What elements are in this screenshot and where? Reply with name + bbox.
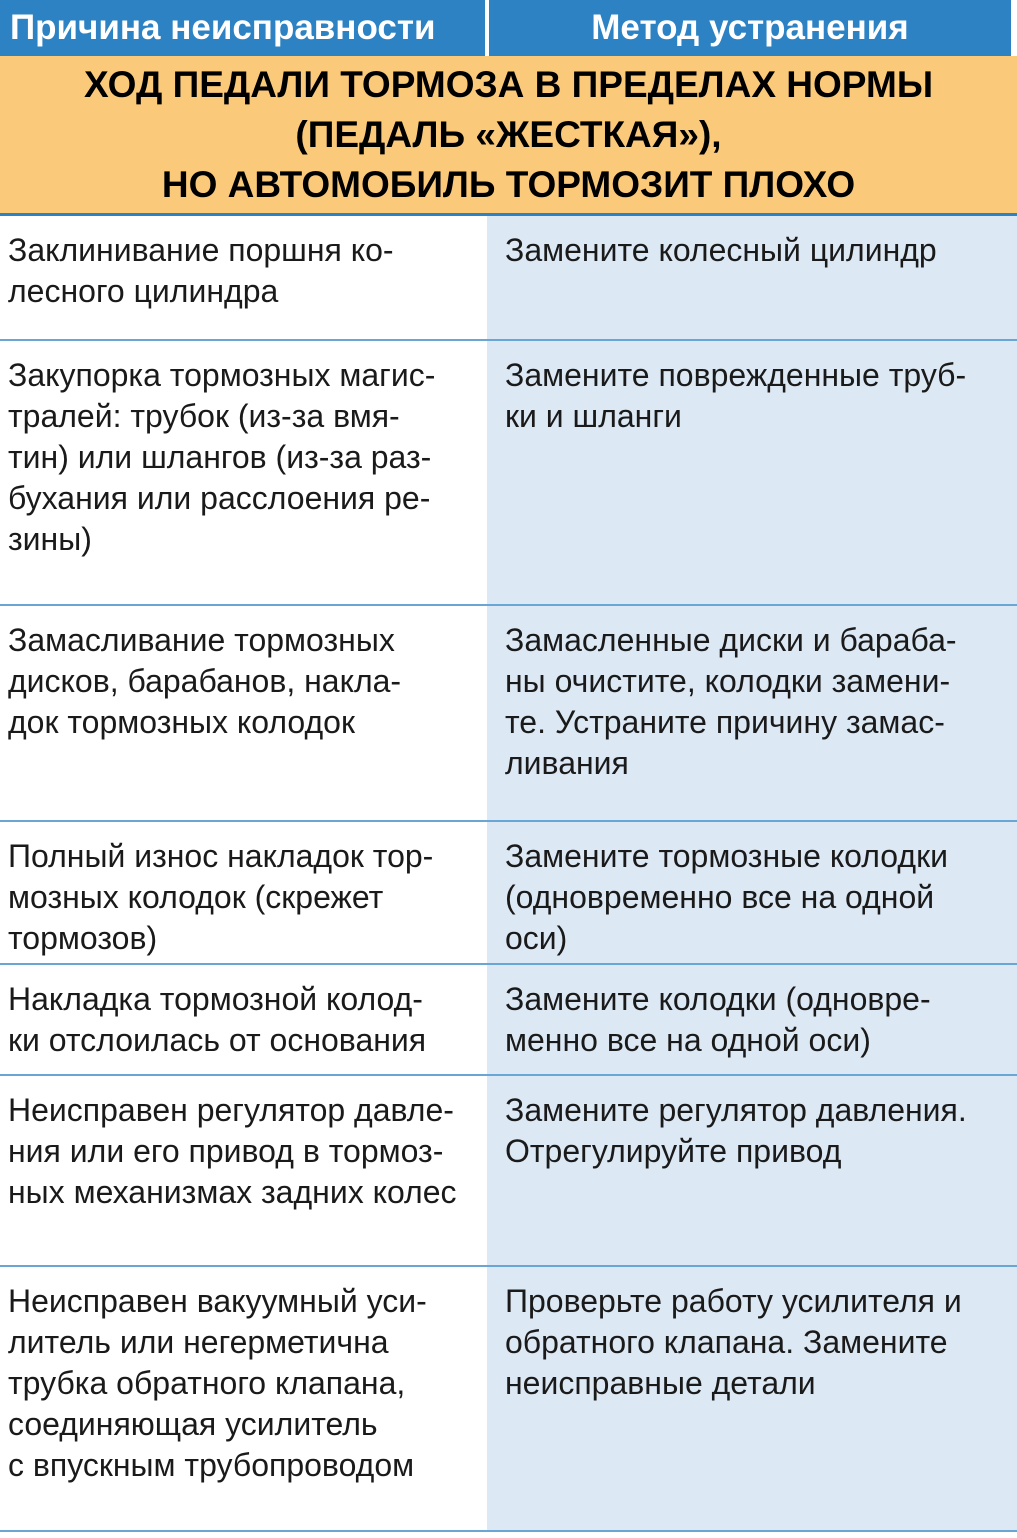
cause-cell xyxy=(0,606,487,820)
fix-line: ки и шланги xyxy=(505,398,682,434)
section-heading xyxy=(0,56,1017,216)
section-heading-line: (ПЕДАЛЬ «ЖЕСТКАЯ»), xyxy=(295,114,722,155)
cause-line: тормозов) xyxy=(8,920,158,956)
fix-cell xyxy=(487,216,1017,339)
fix-line: те. Устраните причину замас- xyxy=(505,704,945,740)
fix-line: Замените поврежденные труб- xyxy=(505,357,967,393)
table-header xyxy=(0,0,1017,56)
cause-cell xyxy=(0,1267,487,1530)
cause-line: Накладка тормозной колод- xyxy=(8,981,423,1017)
fix-line: Замените колесный цилиндр xyxy=(505,232,937,268)
cause-line: литель или негерметична xyxy=(8,1324,389,1360)
fix-cell xyxy=(487,341,1017,604)
table-row xyxy=(0,1076,1017,1267)
cause-line: с впускным трубопроводом xyxy=(8,1447,415,1483)
cause-line: Неисправен вакуумный уси- xyxy=(8,1283,427,1319)
fix-line: менно все на одной оси) xyxy=(505,1022,871,1058)
fix-line: (одновременно все на одной xyxy=(505,879,935,915)
table-row xyxy=(0,822,1017,965)
cause-line: Полный износ накладок тор- xyxy=(8,838,434,874)
cause-line: док тормозных колодок xyxy=(8,704,355,740)
cause-line: бухания или расслоения ре- xyxy=(8,480,431,516)
fix-line: оси) xyxy=(505,920,568,956)
cause-line: соединяющая усилитель xyxy=(8,1406,378,1442)
cause-line: дисков, барабанов, накла- xyxy=(8,663,402,699)
cause-line: лесного цилиндра xyxy=(8,273,279,309)
fix-line: Замените колодки (одновре- xyxy=(505,981,931,1017)
table-row xyxy=(0,216,1017,341)
table-row xyxy=(0,1267,1017,1532)
fix-cell xyxy=(487,1076,1017,1265)
fix-line: ны очистите, колодки замени- xyxy=(505,663,951,699)
fix-line: Замените тормозные колодки xyxy=(505,838,948,874)
cause-line: ных механизмах задних колес xyxy=(8,1174,457,1210)
cause-line: Неисправен регулятор давле- xyxy=(8,1092,454,1128)
cause-line: тин) или шлангов (из-за раз- xyxy=(8,439,432,475)
fix-line: неисправные детали xyxy=(505,1365,816,1401)
fix-line: Замасленные диски и бараба- xyxy=(505,622,957,658)
fix-cell xyxy=(487,822,1017,963)
header-cause: Причина неисправности xyxy=(0,0,485,56)
cause-line: Закупорка тормозных магис- xyxy=(8,357,436,393)
cause-line: тралей: трубок (из-за вмя- xyxy=(8,398,400,434)
fix-line: обратного клапана. Замените xyxy=(505,1324,948,1360)
table-row xyxy=(0,965,1017,1076)
cause-cell xyxy=(0,341,487,604)
cause-line: мозных колодок (скрежет xyxy=(8,879,384,915)
fix-line: ливания xyxy=(505,745,629,781)
header-fix: Метод устранения xyxy=(489,0,1011,56)
cause-cell xyxy=(0,822,487,963)
cause-cell xyxy=(0,216,487,339)
cause-line: Заклинивание поршня ко- xyxy=(8,232,394,268)
cause-line: зины) xyxy=(8,521,92,557)
fix-line: Отрегулируйте привод xyxy=(505,1133,842,1169)
cause-line: Замасливание тормозных xyxy=(8,622,395,658)
section-heading-line: ХОД ПЕДАЛИ ТОРМОЗА В ПРЕДЕЛАХ НОРМЫ xyxy=(83,64,934,105)
cause-line: ния или его привод в тормоз- xyxy=(8,1133,444,1169)
table-row xyxy=(0,341,1017,606)
fix-cell xyxy=(487,1267,1017,1530)
cause-line: ки отслоилась от основания xyxy=(8,1022,427,1058)
cause-line: трубка обратного клапана, xyxy=(8,1365,406,1401)
cause-cell xyxy=(0,965,487,1074)
section-heading-line: НО АВТОМОБИЛЬ ТОРМОЗИТ ПЛОХО xyxy=(161,164,856,205)
cause-cell xyxy=(0,1076,487,1265)
fix-cell xyxy=(487,606,1017,820)
fix-cell xyxy=(487,965,1017,1074)
fix-line: Замените регулятор давления. xyxy=(505,1092,967,1128)
table-row xyxy=(0,606,1017,822)
fix-line: Проверьте работу усилителя и xyxy=(505,1283,962,1319)
